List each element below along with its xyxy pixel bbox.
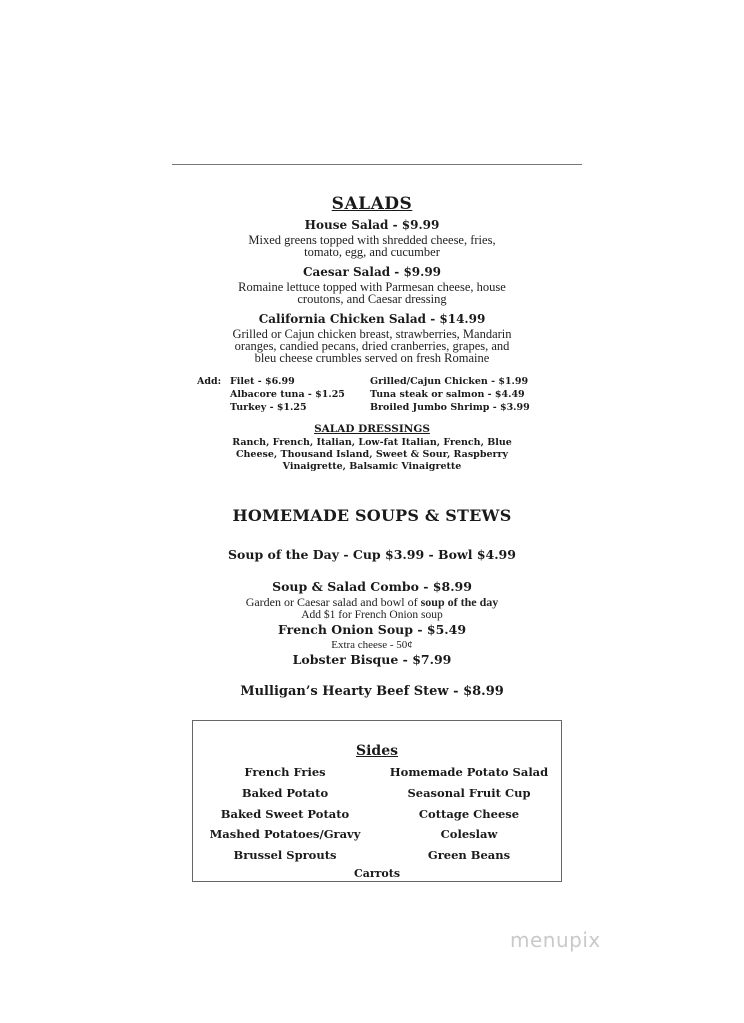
soup-of-the-day: Soup of the Day - Cup $3.99 - Bowl $4.99 [228,547,516,562]
french-onion-soup: French Onion Soup - $5.49 [277,622,467,637]
combo-french-onion-note: Add $1 for French Onion soup [301,609,443,621]
dressings-line-2: Cheese, Thousand Island, Sweet & Sour, Raspberry [235,449,509,460]
side-coleslaw: Coleslaw [440,827,498,841]
addon-filet: Filet - $6.99 [230,376,295,387]
side-french-fries: French Fries [244,765,326,779]
side-cottage-cheese: Cottage Cheese [418,807,520,821]
side-baked-potato: Baked Potato [241,786,329,800]
california-salad-title: California Chicken Salad - $14.99 [258,312,486,326]
add-label: Add: [197,376,222,387]
california-salad-desc-1: Grilled or Cajun chicken breast, strawberries, Mandarin [232,327,512,341]
watermark: menupix [510,928,601,952]
caesar-salad-desc-2: croutons, and Caesar dressing [297,292,447,306]
addon-tuna-salmon: Tuna steak or salmon - $4.49 [370,389,525,400]
dressings-heading: SALAD DRESSINGS [314,423,430,435]
salads-heading: SALADS [331,194,413,214]
sides-box [192,720,562,882]
addon-albacore: Albacore tuna - $1.25 [230,389,345,400]
side-carrots: Carrots [353,867,401,880]
house-salad-desc-2: tomato, egg, and cucumber [304,245,440,259]
dressings-line-1: Ranch, French, Italian, Low-fat Italian, French, Blue [232,437,512,448]
california-salad-desc-3: bleu cheese crumbles served on fresh Romaine [254,351,490,365]
house-salad-title: House Salad - $9.99 [304,218,440,232]
combo-desc-bold: soup of the day [420,595,499,609]
top-divider [172,164,582,165]
side-brussel-sprouts: Brussel Sprouts [233,848,337,862]
california-salad-desc-2: oranges, candied pecans, dried cranberries, grapes, and [234,339,510,353]
caesar-salad-title: Caesar Salad - $9.99 [302,265,442,279]
side-baked-sweet-potato: Baked Sweet Potato [220,807,350,821]
lobster-bisque: Lobster Bisque - $7.99 [292,652,452,667]
dressings-line-3: Vinaigrette, Balsamic Vinaigrette [282,461,462,472]
addon-turkey: Turkey - $1.25 [230,402,307,413]
side-green-beans: Green Beans [427,848,511,862]
soup-salad-combo-desc [0,596,744,608]
side-fruit-cup: Seasonal Fruit Cup [407,786,531,800]
combo-desc-text: Garden or Caesar salad and bowl of [245,595,421,609]
house-salad-desc-1: Mixed greens topped with shredded cheese, fries, [248,233,496,247]
side-mashed-potatoes: Mashed Potatoes/Gravy [209,827,361,841]
soups-heading: HOMEMADE SOUPS & STEWS [232,506,512,525]
soup-salad-combo-title: Soup & Salad Combo - $8.99 [272,579,472,594]
extra-cheese-note: Extra cheese - 50¢ [331,639,413,651]
side-potato-salad: Homemade Potato Salad [389,765,549,779]
caesar-salad-desc-1: Romaine lettuce topped with Parmesan cheese, house [238,280,506,294]
beef-stew: Mulligan’s Hearty Beef Stew - $8.99 [240,684,504,699]
addon-chicken: Grilled/Cajun Chicken - $1.99 [370,376,529,387]
sides-heading: Sides [355,743,398,759]
addon-shrimp: Broiled Jumbo Shrimp - $3.99 [370,402,530,413]
